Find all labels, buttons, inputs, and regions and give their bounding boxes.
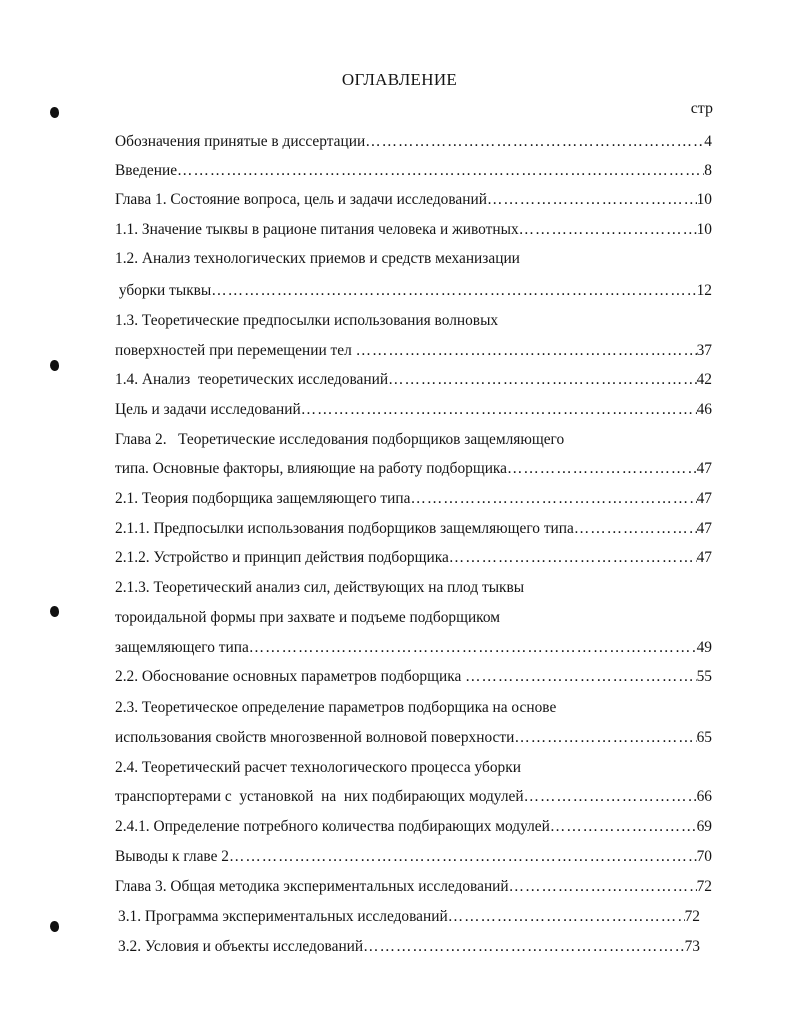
- toc-leader: [249, 638, 697, 660]
- toc-entry-title[interactable]: 2.1.3. Теоретический анализ сил, действующих на плод тыквы: [115, 579, 525, 596]
- toc-entry-title: 2.1.1. Предпосылки использования подборщиков защемляющего типа: [115, 520, 574, 537]
- toc-entry[interactable]: [115, 220, 712, 242]
- toc-entry-page: 66: [696, 788, 712, 805]
- binding-hole-mark: [50, 921, 59, 932]
- toc-entry-title: Цель и задачи исследований: [115, 401, 301, 418]
- toc-entry-page: 47: [696, 549, 712, 566]
- toc-entry-title: 1.4. Анализ теоретических исследований: [115, 371, 389, 388]
- toc-entry-page: 8: [704, 162, 712, 179]
- toc-leader: [524, 787, 697, 809]
- toc-entry[interactable]: [115, 817, 712, 839]
- toc-leader: [514, 728, 696, 750]
- page-column-label: стр: [690, 100, 713, 117]
- toc-entry-title: 1.1. Значение тыквы в рационе питания человека и животных: [115, 221, 519, 238]
- toc-entry-page: 47: [696, 490, 712, 507]
- toc-entry-page: 70: [696, 848, 712, 865]
- toc-entry-page: 72: [696, 878, 712, 895]
- toc-entry-page: 73: [684, 938, 700, 955]
- toc-leader: [574, 519, 697, 541]
- toc-entry-page: 65: [696, 729, 712, 746]
- toc-entry-title[interactable]: 1.2. Анализ технологических приемов и средств механизации: [115, 250, 520, 267]
- toc-entry[interactable]: [115, 519, 712, 541]
- toc-entry-title[interactable]: 2.4. Теоретический расчет технологического процесса уборки: [115, 759, 521, 776]
- toc-entry-page: 46: [696, 401, 712, 418]
- toc-entry-title: Глава 3. Общая методика экспериментальных исследований: [115, 878, 509, 895]
- toc-entry-page: 10: [696, 191, 712, 208]
- toc-entry-page: 37: [696, 342, 712, 359]
- binding-hole-mark: [50, 606, 59, 617]
- toc-entry-title: Глава 1. Состояние вопроса, цель и задачи исследований: [115, 191, 487, 208]
- toc-entry-title: Обозначения принятые в диссертации: [115, 133, 366, 150]
- binding-hole-mark: [50, 107, 59, 118]
- toc-entry[interactable]: [115, 728, 712, 750]
- toc-entry[interactable]: [115, 667, 712, 689]
- toc-leader: [301, 400, 697, 422]
- toc-leader: [449, 548, 697, 570]
- toc-entry-title: 2.1. Теория подборщика защемляющего типа: [115, 490, 411, 507]
- toc-leader: [519, 220, 697, 242]
- toc-entry[interactable]: [115, 341, 712, 363]
- toc-entry[interactable]: [115, 847, 712, 869]
- toc-entry-page: 47: [696, 460, 712, 477]
- page-title: ОГЛАВЛЕНИЕ: [341, 70, 458, 89]
- toc-entry-title: типа. Основные факторы, влияющие на работу подборщика: [115, 460, 508, 477]
- toc-leader: [388, 370, 697, 392]
- toc-entry-page: 4: [704, 133, 712, 150]
- toc-entry[interactable]: [118, 907, 700, 929]
- toc-entry-page: 72: [684, 908, 700, 925]
- toc-entry-title: 3.2. Условия и объекты исследований: [118, 938, 364, 955]
- toc-leader: [365, 132, 704, 154]
- toc-leader: [229, 847, 697, 869]
- toc-entry-title: использования свойств многозвенной волновой поверхности: [115, 729, 515, 746]
- toc-leader: [507, 459, 697, 481]
- toc-entry[interactable]: [115, 459, 712, 481]
- toc-entry[interactable]: [115, 370, 712, 392]
- toc-entry-title: транспортерами с установкой на них подбирающих модулей: [115, 788, 524, 805]
- toc-leader: [550, 817, 697, 839]
- toc-entry-page: 47: [696, 520, 712, 537]
- toc-entry-page: 42: [696, 371, 712, 388]
- binding-hole-mark: [50, 360, 59, 371]
- toc-entry-title: защемляющего типа: [115, 639, 249, 656]
- toc-leader: [487, 190, 697, 212]
- toc-entry[interactable]: [115, 400, 712, 422]
- toc-entry-title: 2.2. Обоснование основных параметров подборщика: [115, 668, 466, 685]
- toc-entry[interactable]: [115, 190, 712, 212]
- toc-entry[interactable]: [115, 161, 712, 183]
- toc-entry[interactable]: [115, 787, 712, 809]
- toc-entry-title: Выводы к главе 2: [115, 848, 229, 865]
- toc-leader: [211, 281, 696, 303]
- toc-entry[interactable]: [118, 937, 700, 959]
- toc-entry-title: 2.4.1. Определение потребного количества подбирающих модулей: [115, 818, 550, 835]
- toc-entry-page: 55: [696, 668, 712, 685]
- toc-entry-title: 3.1. Программа экспериментальных исследований: [118, 908, 448, 925]
- toc-leader: [410, 489, 696, 511]
- toc-leader: [356, 341, 697, 363]
- toc-entry-page: 10: [696, 221, 712, 238]
- toc-leader: [448, 907, 685, 929]
- toc-entry-page: 12: [696, 282, 712, 299]
- toc-leader: [465, 667, 696, 689]
- toc-entry-title: уборки тыквы: [115, 282, 212, 299]
- toc-entry-page: 69: [696, 818, 712, 835]
- toc-entry-title: Введение: [115, 162, 178, 179]
- toc-entry[interactable]: [115, 281, 712, 303]
- toc-entry-title[interactable]: тороидальной формы при захвате и подъеме подборщиком: [115, 609, 501, 626]
- toc-entry-title[interactable]: 2.3. Теоретическое определение параметров подборщика на основе: [115, 699, 557, 716]
- toc-entry[interactable]: [115, 638, 712, 660]
- toc-entry-title: поверхностей при перемещении тел: [115, 342, 356, 359]
- toc-entry-title[interactable]: 1.3. Теоретические предпосылки использования волновых: [115, 312, 499, 329]
- toc-entry[interactable]: [115, 132, 712, 154]
- toc-entry[interactable]: [115, 548, 712, 570]
- toc-entry-title: 2.1.2. Устройство и принцип действия подборщика: [115, 549, 449, 566]
- toc-entry[interactable]: [115, 877, 712, 899]
- toc-leader: [509, 877, 697, 899]
- toc-leader: [177, 161, 704, 183]
- toc-leader: [363, 937, 684, 959]
- toc-entry-page: 49: [696, 639, 712, 656]
- toc-entry-title[interactable]: Глава 2. Теоретические исследования подборщиков защемляющего: [115, 431, 565, 448]
- toc-entry[interactable]: [115, 489, 712, 511]
